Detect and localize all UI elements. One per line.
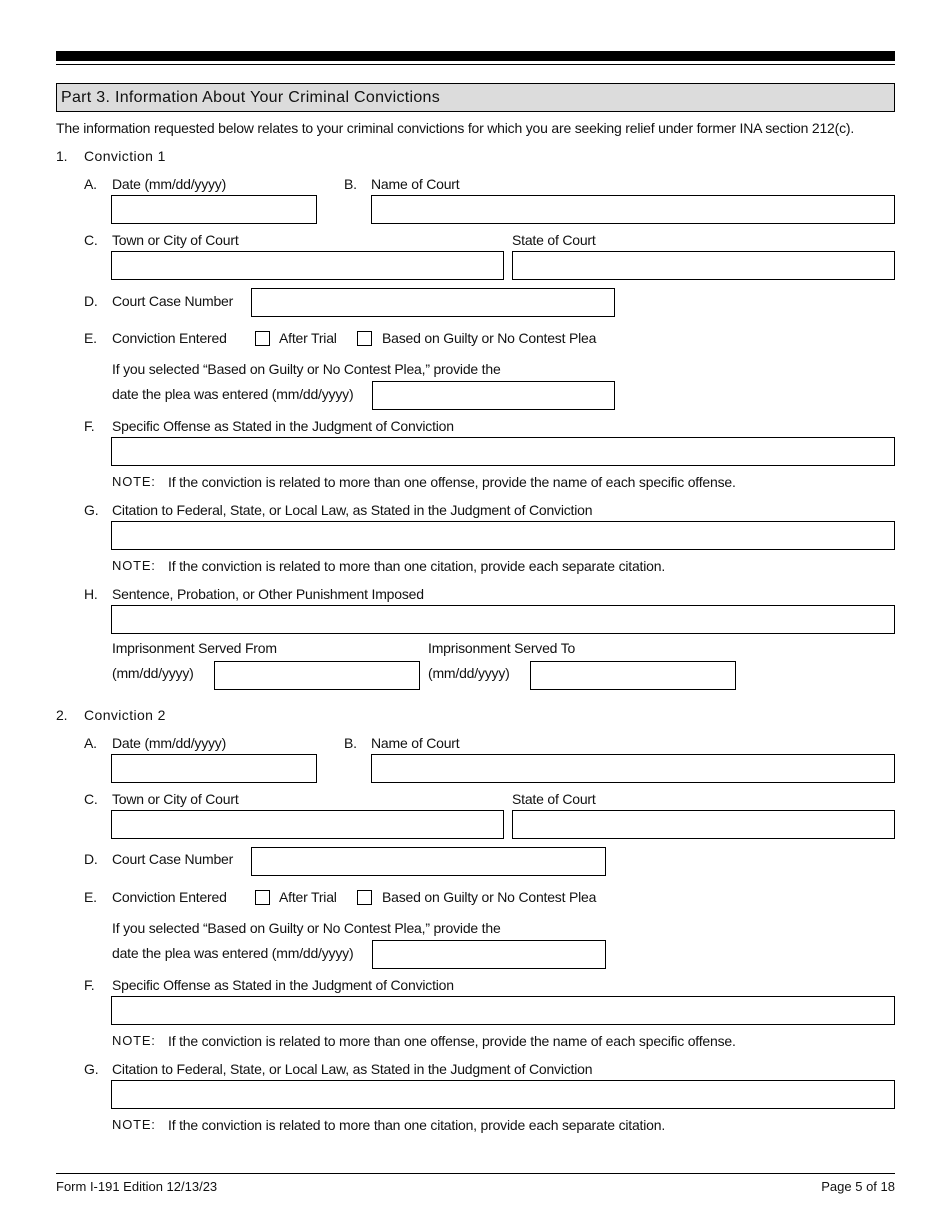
c2-plea-instruction-line2: date the plea was entered (mm/dd/yyyy) bbox=[112, 945, 354, 961]
footer-form-edition: Form I-191 Edition 12/13/23 bbox=[56, 1179, 218, 1194]
c2-g-letter: G. bbox=[84, 1061, 99, 1077]
c1-plea-instruction-line1: If you selected “Based on Guilty or No Contest Plea,” provide the bbox=[112, 361, 501, 377]
c1-served-from-label: Imprisonment Served From bbox=[112, 640, 277, 656]
c2-citation-input[interactable] bbox=[111, 1080, 895, 1109]
c1-c-letter: C. bbox=[84, 232, 98, 248]
c2-after-trial-checkbox[interactable] bbox=[255, 890, 270, 905]
top-thick-rule bbox=[56, 51, 895, 61]
c1-served-to-format: (mm/dd/yyyy) bbox=[428, 665, 510, 681]
c1-town-label: Town or City of Court bbox=[112, 232, 239, 248]
c1-e-letter: E. bbox=[84, 330, 97, 346]
c1-served-from-input[interactable] bbox=[214, 661, 420, 690]
c1-plea-date-input[interactable] bbox=[372, 381, 615, 410]
c2-offense-input[interactable] bbox=[111, 996, 895, 1025]
c1-town-input[interactable] bbox=[111, 251, 504, 280]
c2-guilty-plea-checkbox[interactable] bbox=[357, 890, 372, 905]
c2-plea-instruction-line1: If you selected “Based on Guilty or No Contest Plea,” provide the bbox=[112, 920, 501, 936]
c1-date-label: Date (mm/dd/yyyy) bbox=[112, 176, 227, 192]
c2-note-g-text: If the conviction is related to more than one citation, provide each separate citation. bbox=[168, 1117, 666, 1133]
c1-note-f-label: NOTE: bbox=[112, 474, 156, 489]
c2-date-label: Date (mm/dd/yyyy) bbox=[112, 735, 227, 751]
c1-guilty-plea-label: Based on Guilty or No Contest Plea bbox=[382, 330, 597, 346]
c1-served-to-label: Imprisonment Served To bbox=[428, 640, 576, 656]
c1-b-letter: B. bbox=[344, 176, 357, 192]
conviction-1-number: 1. bbox=[56, 148, 68, 164]
c1-state-input[interactable] bbox=[512, 251, 895, 280]
c2-case-number-label: Court Case Number bbox=[112, 851, 234, 867]
c2-court-name-label: Name of Court bbox=[371, 735, 460, 751]
c2-date-input[interactable] bbox=[111, 754, 317, 783]
c1-after-trial-label: After Trial bbox=[279, 330, 337, 346]
c2-c-letter: C. bbox=[84, 791, 98, 807]
c1-court-name-label: Name of Court bbox=[371, 176, 460, 192]
conviction-2-number: 2. bbox=[56, 707, 68, 723]
conviction-2-title: Conviction 2 bbox=[84, 707, 166, 723]
c2-citation-label: Citation to Federal, State, or Local Law, as Stated in the Judgment of Conviction bbox=[112, 1061, 593, 1077]
c1-offense-label: Specific Offense as Stated in the Judgment of Conviction bbox=[112, 418, 454, 434]
c1-served-from-format: (mm/dd/yyyy) bbox=[112, 665, 194, 681]
c1-note-g-text: If the conviction is related to more than one citation, provide each separate citation. bbox=[168, 558, 666, 574]
top-thin-rule bbox=[56, 64, 895, 65]
c2-f-letter: F. bbox=[84, 977, 95, 993]
footer-rule bbox=[56, 1173, 895, 1174]
c2-state-label: State of Court bbox=[512, 791, 596, 807]
c2-town-label: Town or City of Court bbox=[112, 791, 239, 807]
intro-text: The information requested below relates to your criminal convictions for which you are seeking relief under former INA section 212(c). bbox=[56, 120, 855, 136]
c1-h-letter: H. bbox=[84, 586, 98, 602]
c2-state-input[interactable] bbox=[512, 810, 895, 839]
c2-conviction-entered-label: Conviction Entered bbox=[112, 889, 227, 905]
c1-state-label: State of Court bbox=[512, 232, 596, 248]
c1-note-f-text: If the conviction is related to more than one offense, provide the name of each specific offense. bbox=[168, 474, 736, 490]
c2-after-trial-label: After Trial bbox=[279, 889, 337, 905]
c2-plea-date-input[interactable] bbox=[372, 940, 606, 969]
c2-note-g-label: NOTE: bbox=[112, 1117, 156, 1132]
c1-note-g-label: NOTE: bbox=[112, 558, 156, 573]
c2-d-letter: D. bbox=[84, 851, 98, 867]
footer-page-number: Page 5 of 18 bbox=[821, 1179, 895, 1194]
c1-plea-instruction-line2: date the plea was entered (mm/dd/yyyy) bbox=[112, 386, 354, 402]
c1-offense-input[interactable] bbox=[111, 437, 895, 466]
c1-citation-label: Citation to Federal, State, or Local Law, as Stated in the Judgment of Conviction bbox=[112, 502, 593, 518]
c1-case-number-input[interactable] bbox=[251, 288, 615, 317]
c1-f-letter: F. bbox=[84, 418, 95, 434]
c2-town-input[interactable] bbox=[111, 810, 504, 839]
conviction-1-title: Conviction 1 bbox=[84, 148, 166, 164]
c2-case-number-input[interactable] bbox=[251, 847, 606, 876]
c1-court-name-input[interactable] bbox=[371, 195, 895, 224]
c1-g-letter: G. bbox=[84, 502, 99, 518]
c1-date-input[interactable] bbox=[111, 195, 317, 224]
c2-b-letter: B. bbox=[344, 735, 357, 751]
c2-e-letter: E. bbox=[84, 889, 97, 905]
c2-a-letter: A. bbox=[84, 735, 97, 751]
c1-citation-input[interactable] bbox=[111, 521, 895, 550]
c2-guilty-plea-label: Based on Guilty or No Contest Plea bbox=[382, 889, 597, 905]
c1-sentence-input[interactable] bbox=[111, 605, 895, 634]
c1-d-letter: D. bbox=[84, 293, 98, 309]
c2-note-f-text: If the conviction is related to more than one offense, provide the name of each specific offense. bbox=[168, 1033, 736, 1049]
c2-court-name-input[interactable] bbox=[371, 754, 895, 783]
c1-a-letter: A. bbox=[84, 176, 97, 192]
c1-guilty-plea-checkbox[interactable] bbox=[357, 331, 372, 346]
c2-note-f-label: NOTE: bbox=[112, 1033, 156, 1048]
c1-sentence-label: Sentence, Probation, or Other Punishment Imposed bbox=[112, 586, 424, 602]
c2-offense-label: Specific Offense as Stated in the Judgment of Conviction bbox=[112, 977, 454, 993]
part-3-header: Part 3. Information About Your Criminal Convictions bbox=[56, 83, 895, 112]
c1-conviction-entered-label: Conviction Entered bbox=[112, 330, 227, 346]
c1-after-trial-checkbox[interactable] bbox=[255, 331, 270, 346]
c1-case-number-label: Court Case Number bbox=[112, 293, 234, 309]
c1-served-to-input[interactable] bbox=[530, 661, 736, 690]
